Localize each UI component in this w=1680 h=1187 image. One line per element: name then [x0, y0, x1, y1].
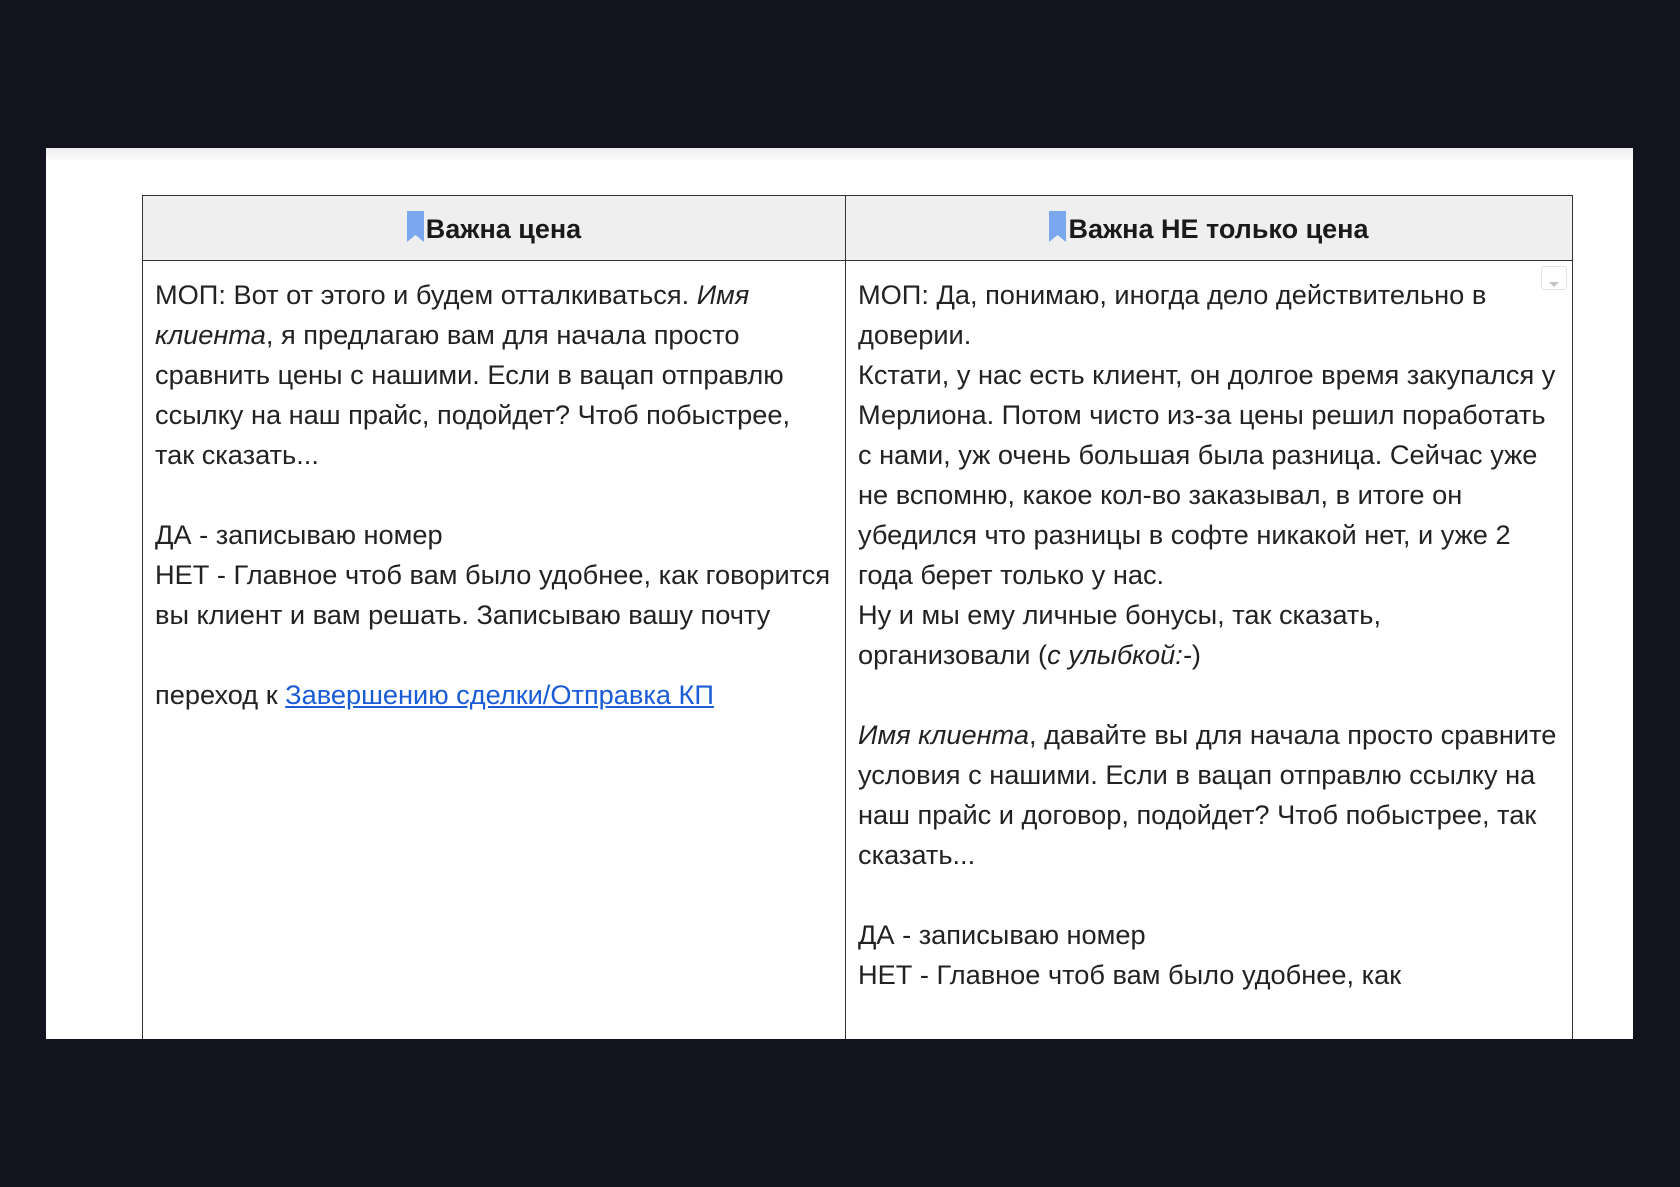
transition-prefix: переход к: [155, 679, 286, 710]
smile-remark: с улыбкой:-: [1047, 639, 1192, 670]
right-offer-paragraph: [858, 715, 1560, 875]
comparison-table: [142, 195, 1573, 1039]
left-opening-paragraph: [155, 275, 833, 475]
header-cell-not-only-price: [846, 196, 1573, 261]
header-cell-price-matters: [143, 196, 846, 261]
cell-dropdown-button[interactable]: [1541, 266, 1567, 290]
header-label-left: Важна цена: [425, 214, 582, 244]
left-transition-line: [155, 675, 833, 715]
cell-right-script[interactable]: [846, 261, 1573, 1040]
table-body-row: [143, 261, 1573, 1040]
document-page: [46, 148, 1633, 1039]
cell-left-script[interactable]: [143, 261, 846, 1040]
table-header-row: [143, 196, 1573, 261]
left-no-line: НЕТ - Главное чтоб вам было удобнее, как говорится вы клиент и вам решать. Записываю вашу почту: [155, 559, 831, 630]
right-yes-line: ДА - записываю номер: [858, 919, 1146, 950]
left-opening-text-b: , я предлагаю вам для начала просто сравнить цены с нашими. Если в вацап отправлю ссылку на наш прайс, подойдет? Чтоб побыстрее, так сказать...: [155, 319, 791, 470]
blank-line: [858, 875, 1560, 915]
left-opening-text-a: МОП: Вот от этого и будем отталкиваться.: [155, 279, 697, 310]
client-name-placeholder: Имя клиента: [858, 719, 1029, 750]
blank-line: [155, 635, 833, 675]
right-opening-paragraph: МОП: Да, понимаю, иногда дело действительно в доверии.: [858, 279, 1487, 350]
right-offer-text: , давайте вы для начала просто сравните условия с нашими. Если в вацап отправлю ссылку на наш прайс и договор, подойдет? Чтоб побыстрее, так сказать...: [858, 719, 1557, 870]
right-story-paragraph: Кстати, у нас есть клиент, он долгое время закупался у Мерлиона. Потом чисто из-за цены решил поработать с нами, уж очень большая была разница. Сейчас уже не вспомню, какое кол-во заказывал, в итоге он убедился что разницы в софте никакой нет, и уже 2 года берет только у нас.: [858, 359, 1556, 590]
deal-completion-link[interactable]: Завершению сделки/Отправка КП: [285, 679, 714, 710]
header-label-right: Важна НЕ только цена: [1068, 214, 1369, 244]
bookmark-icon: [407, 211, 424, 242]
blank-line: [155, 475, 833, 515]
right-bonus-paragraph: [858, 595, 1560, 675]
bookmark-icon: [1049, 211, 1066, 242]
blank-line: [858, 675, 1560, 715]
left-yes-line: ДА - записываю номер: [155, 519, 443, 550]
right-no-line: НЕТ - Главное чтоб вам было удобнее, как: [858, 959, 1402, 990]
dropdown-arrow-icon: [1542, 274, 1566, 296]
bonus-text-b: ): [1191, 639, 1201, 670]
bonus-text-a: Ну и мы ему личные бонусы, так сказать, организовали (: [858, 599, 1382, 670]
client-name-placeholder: Имя клиента: [155, 279, 750, 350]
